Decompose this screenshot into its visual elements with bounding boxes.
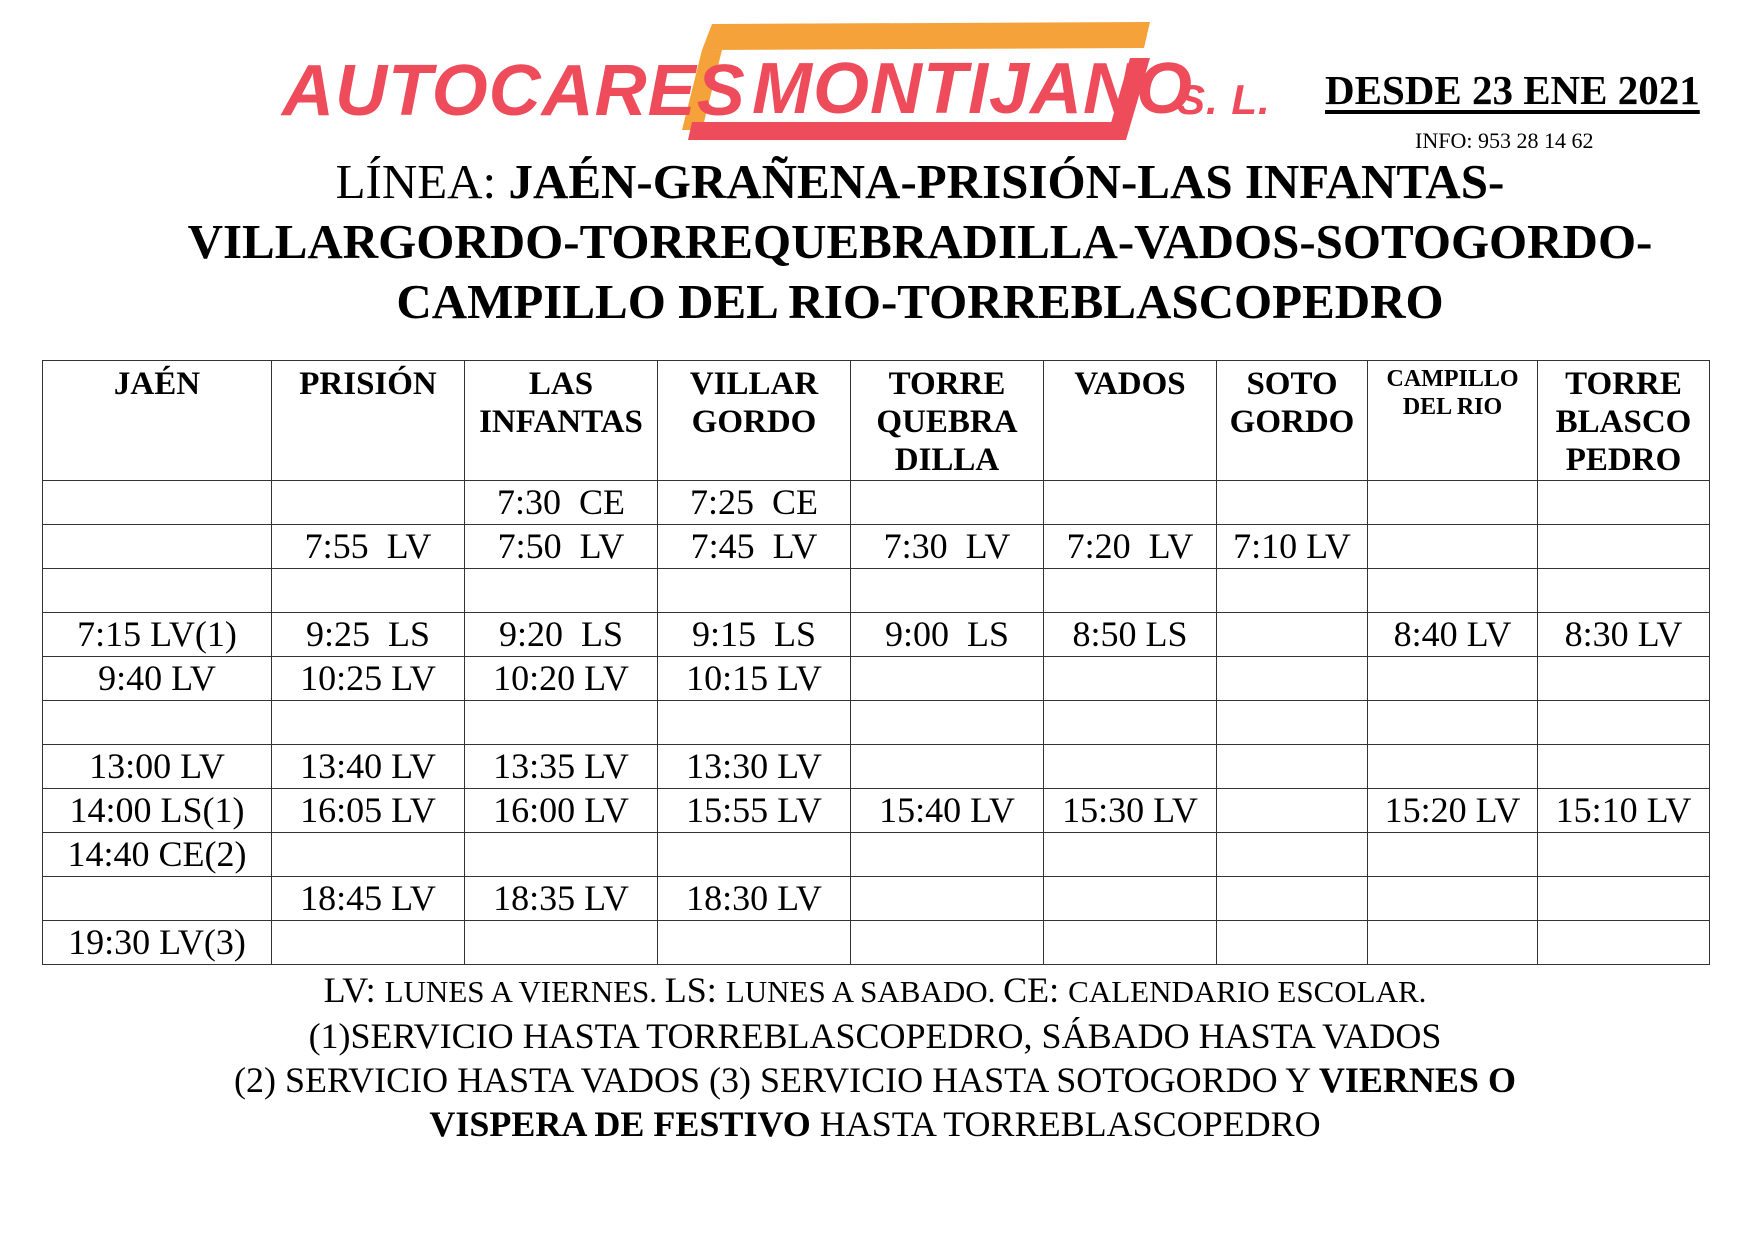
table-cell <box>658 833 851 877</box>
table-cell: 14:40 CE(2) <box>43 833 272 877</box>
table-cell <box>1044 569 1217 613</box>
table-cell: 7:20 LV <box>1044 525 1217 569</box>
column-header-line: SOTO <box>1246 366 1338 402</box>
note-3-bold-a: VIERNES O <box>1318 1060 1516 1100</box>
table-cell: 15:55 LV <box>658 789 851 833</box>
table-cell: 7:10 LV <box>1217 525 1368 569</box>
table-row <box>43 481 1710 525</box>
table-cell <box>851 569 1044 613</box>
table-cell <box>1538 481 1710 525</box>
table-cell <box>1044 877 1217 921</box>
table-cell <box>1368 877 1538 921</box>
table-cell: 9:25 LS <box>272 613 465 657</box>
table-cell <box>658 569 851 613</box>
table-cell: 10:25 LV <box>272 657 465 701</box>
column-header-8 <box>1538 361 1710 481</box>
legend-lv-text: LUNES A VIERNES. <box>384 974 665 1009</box>
table-cell: 7:30 LV <box>851 525 1044 569</box>
table-cell <box>1368 921 1538 965</box>
table-cell: 7:25 CE <box>658 481 851 525</box>
table-cell <box>1044 481 1217 525</box>
table-cell <box>43 701 272 745</box>
table-cell: 15:10 LV <box>1538 789 1710 833</box>
logo-word-sl: S. L. <box>1177 76 1271 123</box>
table-cell <box>272 569 465 613</box>
timetable-notes <box>100 968 1650 1146</box>
table-cell <box>851 877 1044 921</box>
table-cell <box>1217 701 1368 745</box>
legend-ce-text: CALENDARIO ESCOLAR. <box>1068 974 1427 1009</box>
table-cell <box>1217 789 1368 833</box>
logo-word-autocares: AUTOCARES <box>282 51 746 131</box>
line-route-part-1: JAÉN-GRAÑENA-PRISIÓN-LAS INFANTAS- <box>508 154 1505 209</box>
table-cell <box>851 701 1044 745</box>
legend-ls-code: LS: <box>664 970 726 1010</box>
table-cell <box>1538 701 1710 745</box>
table-cell: 10:15 LV <box>658 657 851 701</box>
table-cell <box>1217 657 1368 701</box>
table-cell: 9:15 LS <box>658 613 851 657</box>
line-title <box>150 152 1690 332</box>
column-header-7 <box>1368 361 1538 481</box>
table-cell <box>1538 657 1710 701</box>
logo-word-montijano: MONTIJANO <box>752 49 1193 129</box>
column-header-line: GORDO <box>691 404 817 440</box>
table-cell: 8:40 LV <box>1368 613 1538 657</box>
table-cell <box>851 833 1044 877</box>
table-cell: 13:35 LV <box>465 745 658 789</box>
column-header-line: DEL RIO <box>1402 394 1503 420</box>
table-cell <box>1044 745 1217 789</box>
table-row <box>43 921 1710 965</box>
table-cell <box>465 569 658 613</box>
table-cell <box>465 833 658 877</box>
table-cell: 13:40 LV <box>272 745 465 789</box>
column-header-line: TORRE <box>1565 366 1682 402</box>
timetable-header-row <box>43 361 1710 481</box>
table-cell: 13:30 LV <box>658 745 851 789</box>
table-cell: 7:15 LV(1) <box>43 613 272 657</box>
table-cell: 7:50 LV <box>465 525 658 569</box>
table-cell: 16:05 LV <box>272 789 465 833</box>
note-3-bold-b: VISPERA DE FESTIVO <box>429 1104 811 1144</box>
table-cell <box>1538 921 1710 965</box>
table-cell <box>465 701 658 745</box>
table-cell <box>658 921 851 965</box>
table-cell <box>1368 569 1538 613</box>
timetable <box>42 360 1710 965</box>
column-header-line: INFANTAS <box>479 404 643 440</box>
column-header-line: PEDRO <box>1565 442 1682 478</box>
table-cell <box>1538 569 1710 613</box>
table-row <box>43 833 1710 877</box>
table-cell: 18:35 LV <box>465 877 658 921</box>
table-cell <box>1044 657 1217 701</box>
table-cell <box>272 833 465 877</box>
table-cell: 7:30 CE <box>465 481 658 525</box>
timetable-body <box>43 481 1710 965</box>
table-cell <box>1368 525 1538 569</box>
table-cell: 15:40 LV <box>851 789 1044 833</box>
table-cell <box>465 921 658 965</box>
table-cell <box>1044 921 1217 965</box>
table-cell <box>1217 569 1368 613</box>
table-cell: 9:00 LS <box>851 613 1044 657</box>
table-cell <box>1538 745 1710 789</box>
column-header-4 <box>851 361 1044 481</box>
column-header-line: BLASCO <box>1555 404 1692 440</box>
table-cell: 18:30 LV <box>658 877 851 921</box>
table-cell: 15:30 LV <box>1044 789 1217 833</box>
column-header-line: GORDO <box>1229 404 1355 440</box>
column-header-line: VADOS <box>1074 366 1186 402</box>
table-cell: 15:20 LV <box>1368 789 1538 833</box>
table-cell <box>1044 701 1217 745</box>
table-row <box>43 789 1710 833</box>
line-route-part-3: CAMPILLO DEL RIO-TORREBLASCOPEDRO <box>396 274 1444 329</box>
legend-line <box>100 968 1650 1014</box>
table-cell <box>43 525 272 569</box>
note-3-continued <box>100 1102 1650 1146</box>
table-cell <box>1217 745 1368 789</box>
table-cell <box>1044 833 1217 877</box>
table-cell: 8:50 LS <box>1044 613 1217 657</box>
table-cell: 14:00 LS(1) <box>43 789 272 833</box>
note-1: (1)SERVICIO HASTA TORREBLASCOPEDRO, SÁBADO HASTA VADOS <box>308 1016 1442 1056</box>
line-prefix: LÍNEA: <box>335 154 509 209</box>
table-cell: 8:30 LV <box>1538 613 1710 657</box>
legend-lv-code: LV: <box>323 970 385 1010</box>
info-phone: INFO: 953 28 14 62 <box>1415 128 1594 153</box>
column-header-line: VILLAR <box>689 366 819 402</box>
column-header-5 <box>1044 361 1217 481</box>
table-cell <box>851 921 1044 965</box>
column-header-6 <box>1217 361 1368 481</box>
table-cell <box>851 481 1044 525</box>
table-cell <box>272 481 465 525</box>
column-header-line: QUEBRA <box>876 404 1018 440</box>
table-cell <box>43 877 272 921</box>
table-cell: 16:00 LV <box>465 789 658 833</box>
table-cell: 18:45 LV <box>272 877 465 921</box>
table-row <box>43 657 1710 701</box>
table-cell <box>851 657 1044 701</box>
line-route-part-2: VILLARGORDO-TORREQUEBRADILLA-VADOS-SOTOGORDO- <box>187 214 1653 269</box>
logo-frame-top <box>702 22 1150 50</box>
table-cell <box>1368 833 1538 877</box>
note-2-3 <box>100 1058 1650 1102</box>
table-cell <box>1538 877 1710 921</box>
table-cell <box>658 701 851 745</box>
legend-ls-text: LUNES A SABADO. <box>725 974 1004 1009</box>
table-cell <box>1217 921 1368 965</box>
column-header-0 <box>43 361 272 481</box>
table-row <box>43 877 1710 921</box>
table-row <box>43 613 1710 657</box>
table-row <box>43 745 1710 789</box>
column-header-3 <box>658 361 851 481</box>
table-cell <box>1368 657 1538 701</box>
table-cell: 19:30 LV(3) <box>43 921 272 965</box>
table-cell <box>272 921 465 965</box>
table-cell <box>1217 613 1368 657</box>
valid-since-date: DESDE 23 ENE 2021 <box>1325 67 1700 113</box>
table-row <box>43 525 1710 569</box>
table-cell <box>1368 481 1538 525</box>
table-cell <box>1217 481 1368 525</box>
column-header-1 <box>272 361 465 481</box>
column-header-line: PRISIÓN <box>299 366 437 402</box>
note-3-tail: HASTA TORREBLASCOPEDRO <box>810 1104 1321 1144</box>
table-cell: 13:00 LV <box>43 745 272 789</box>
column-header-2 <box>465 361 658 481</box>
table-cell <box>272 701 465 745</box>
table-cell <box>1217 877 1368 921</box>
table-cell <box>1538 525 1710 569</box>
column-header-line: LAS <box>528 366 594 402</box>
column-header-line: CAMPILLO <box>1386 366 1519 392</box>
table-cell <box>1217 833 1368 877</box>
table-cell <box>1538 833 1710 877</box>
table-cell <box>1368 701 1538 745</box>
legend-ce-code: CE: <box>1003 970 1069 1010</box>
table-cell: 9:20 LS <box>465 613 658 657</box>
table-cell <box>43 481 272 525</box>
table-cell: 7:55 LV <box>272 525 465 569</box>
column-header-line: JAÉN <box>113 366 201 402</box>
table-cell <box>1368 745 1538 789</box>
table-cell <box>43 569 272 613</box>
column-header-line: DILLA <box>894 442 1000 478</box>
table-row <box>43 569 1710 613</box>
table-cell <box>851 745 1044 789</box>
table-cell: 10:20 LV <box>465 657 658 701</box>
column-header-line: TORRE <box>888 366 1006 402</box>
company-logo <box>282 18 1272 148</box>
table-cell: 9:40 LV <box>43 657 272 701</box>
note-2-3-text: (2) SERVICIO HASTA VADOS (3) SERVICIO HASTA SOTOGORDO Y <box>234 1060 1319 1100</box>
table-row <box>43 701 1710 745</box>
table-cell: 7:45 LV <box>658 525 851 569</box>
